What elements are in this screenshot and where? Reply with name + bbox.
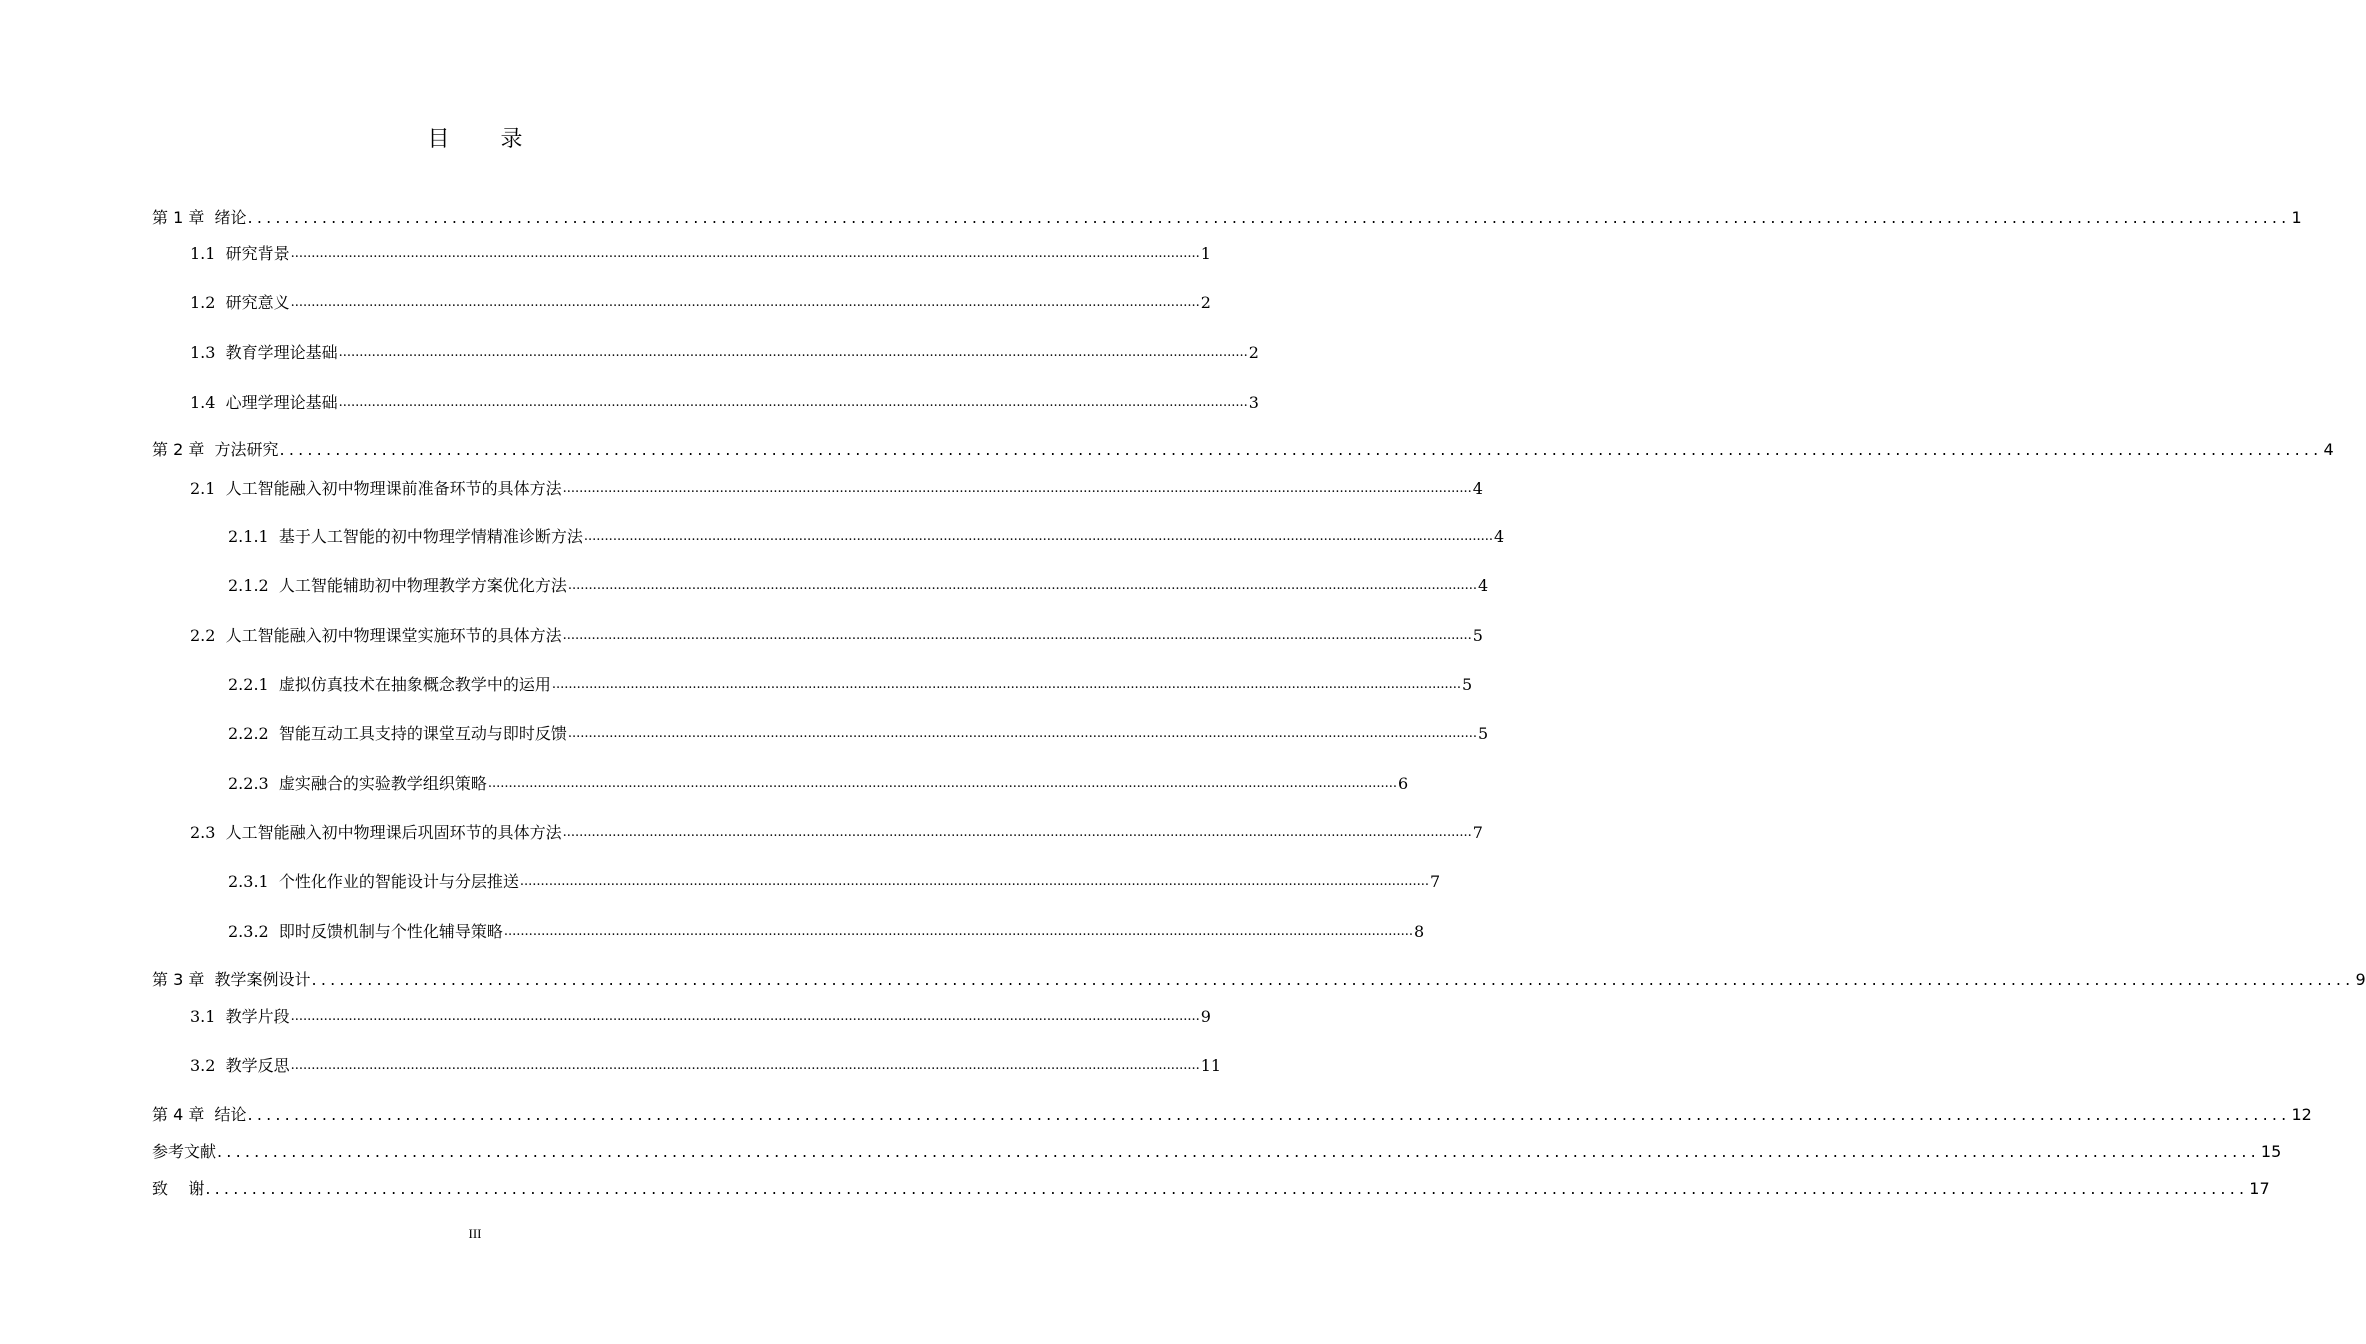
toc-entry-title: 2.1.2 人工智能辅助初中物理教学方案优化方法: [228, 576, 567, 595]
toc-entry-page-number: 4: [1472, 479, 1483, 498]
toc-entry[interactable]: [228, 770, 1409, 794]
toc-entry[interactable]: [190, 389, 1259, 413]
dot-leader: ............................................................................................................................................................................................................................: [519, 874, 1430, 889]
toc-entry[interactable]: [152, 436, 2334, 460]
dot-leader: ............................................................................................................................................................................................................................: [247, 1105, 2291, 1124]
toc-entry[interactable]: [190, 475, 1483, 499]
dot-leader: ............................................................................................................................................................................................................................: [290, 246, 1200, 261]
toc-entry-title: 2.1.1 基于人工智能的初中物理学情精准诊断方法: [228, 527, 583, 546]
toc-entry-title: 第 1 章 绪论: [152, 208, 247, 227]
toc-entry-page-number: 3: [1248, 393, 1259, 412]
toc-entry[interactable]: [228, 572, 1489, 596]
toc-entry-page-number: 7: [1430, 872, 1441, 891]
toc-entry[interactable]: [190, 339, 1259, 363]
toc-entry-title: 第 2 章 方法研究: [152, 440, 279, 459]
dot-leader: ............................................................................................................................................................................................................................: [487, 776, 1398, 791]
toc-entry[interactable]: [190, 819, 1483, 843]
toc-entry[interactable]: [152, 1175, 2270, 1199]
toc-entry-title: 3.1 教学片段: [190, 1007, 290, 1026]
toc-entry[interactable]: [190, 1052, 1222, 1076]
toc-entry[interactable]: [228, 918, 1425, 942]
toc-entry-page-number: 9: [2355, 970, 2366, 989]
toc-entry[interactable]: [190, 1003, 1211, 1027]
dot-leader: ............................................................................................................................................................................................................................: [217, 1142, 2260, 1161]
toc-entry-page-number: 11: [1200, 1056, 1222, 1075]
dot-leader: ............................................................................................................................................................................................................................: [338, 345, 1248, 360]
toc-entry-page-number: 5: [1462, 675, 1473, 694]
dot-leader: ............................................................................................................................................................................................................................: [551, 677, 1462, 692]
toc-entry-page-number: 2: [1200, 293, 1211, 312]
dot-leader: ............................................................................................................................................................................................................................: [279, 440, 2323, 459]
page-number-footer: III: [468, 1226, 482, 1241]
toc-entry-page-number: 1: [2291, 208, 2302, 227]
dot-leader: ............................................................................................................................................................................................................................: [247, 208, 2291, 227]
dot-leader: ............................................................................................................................................................................................................................: [290, 1009, 1200, 1024]
toc-entry-page-number: 12: [2291, 1105, 2312, 1124]
dot-leader: ............................................................................................................................................................................................................................: [567, 726, 1478, 741]
toc-entry-page-number: 6: [1398, 774, 1409, 793]
toc-heading: 目 录: [427, 127, 545, 152]
toc-entry-title: 第 3 章 教学案例设计: [152, 970, 311, 989]
toc-entry-title: 1.3 教育学理论基础: [190, 343, 338, 362]
toc-entry[interactable]: [228, 523, 1505, 547]
toc-entry-title: 2.1 人工智能融入初中物理课前准备环节的具体方法: [190, 479, 562, 498]
toc-entry-page-number: 4: [1494, 527, 1505, 546]
toc-entry[interactable]: [228, 720, 1489, 744]
toc-entry-title: 2.2.2 智能互动工具支持的课堂互动与即时反馈: [228, 724, 567, 743]
dot-leader: ............................................................................................................................................................................................................................: [290, 1058, 1200, 1073]
toc-entry[interactable]: [190, 289, 1211, 313]
toc-entry[interactable]: [152, 1101, 2312, 1125]
toc-entry-page-number: 5: [1472, 626, 1483, 645]
toc-entry-page-number: 17: [2249, 1179, 2270, 1198]
toc-entry[interactable]: [190, 240, 1211, 264]
toc-entry[interactable]: [152, 966, 2366, 990]
toc-entry[interactable]: [152, 1138, 2282, 1162]
toc-entry-title: 2.2 人工智能融入初中物理课堂实施环节的具体方法: [190, 626, 562, 645]
toc-entry-title: 2.3.2 即时反馈机制与个性化辅导策略: [228, 922, 503, 941]
toc-entry-page-number: 4: [1478, 576, 1489, 595]
toc-entry-page-number: 15: [2260, 1142, 2282, 1161]
dot-leader: ............................................................................................................................................................................................................................: [567, 578, 1478, 593]
toc-entry-page-number: 5: [1478, 724, 1489, 743]
toc-entry-title: 1.2 研究意义: [190, 293, 290, 312]
dot-leader: ............................................................................................................................................................................................................................: [583, 529, 1494, 544]
toc-entry-title: 1.1 研究背景: [190, 244, 290, 263]
dot-leader: ............................................................................................................................................................................................................................: [205, 1179, 2249, 1198]
toc-entry[interactable]: [152, 204, 2302, 228]
dot-leader: ............................................................................................................................................................................................................................: [503, 924, 1414, 939]
dot-leader: ............................................................................................................................................................................................................................: [562, 628, 1472, 643]
dot-leader: ............................................................................................................................................................................................................................: [311, 970, 2355, 989]
toc-entry-page-number: 1: [1200, 244, 1211, 263]
toc-entry[interactable]: [228, 868, 1441, 892]
toc-entry-page-number: 2: [1248, 343, 1259, 362]
toc-entry-title: 2.3 人工智能融入初中物理课后巩固环节的具体方法: [190, 823, 562, 842]
toc-entry-title: 3.2 教学反思: [190, 1056, 290, 1075]
toc-entry-title: 2.2.1 虚拟仿真技术在抽象概念教学中的运用: [228, 675, 551, 694]
dot-leader: ............................................................................................................................................................................................................................: [562, 481, 1472, 496]
toc-entry-page-number: 4: [2323, 440, 2334, 459]
toc-entry-title: 致 谢: [152, 1179, 205, 1198]
toc-entry-title: 1.4 心理学理论基础: [190, 393, 338, 412]
toc-entry-title: 参考文献: [152, 1142, 217, 1161]
toc-entry-page-number: 8: [1414, 922, 1425, 941]
toc-entry-title: 2.2.3 虚实融合的实验教学组织策略: [228, 774, 487, 793]
toc-entry-title: 第 4 章 结论: [152, 1105, 247, 1124]
dot-leader: ............................................................................................................................................................................................................................: [338, 395, 1248, 410]
dot-leader: ............................................................................................................................................................................................................................: [562, 825, 1472, 840]
toc-entry[interactable]: [228, 671, 1473, 695]
toc-entry-title: 2.3.1 个性化作业的智能设计与分层推送: [228, 872, 519, 891]
dot-leader: ............................................................................................................................................................................................................................: [290, 295, 1200, 310]
toc-entry[interactable]: [190, 622, 1483, 646]
toc-entry-page-number: 7: [1472, 823, 1483, 842]
toc-entry-page-number: 9: [1200, 1007, 1211, 1026]
